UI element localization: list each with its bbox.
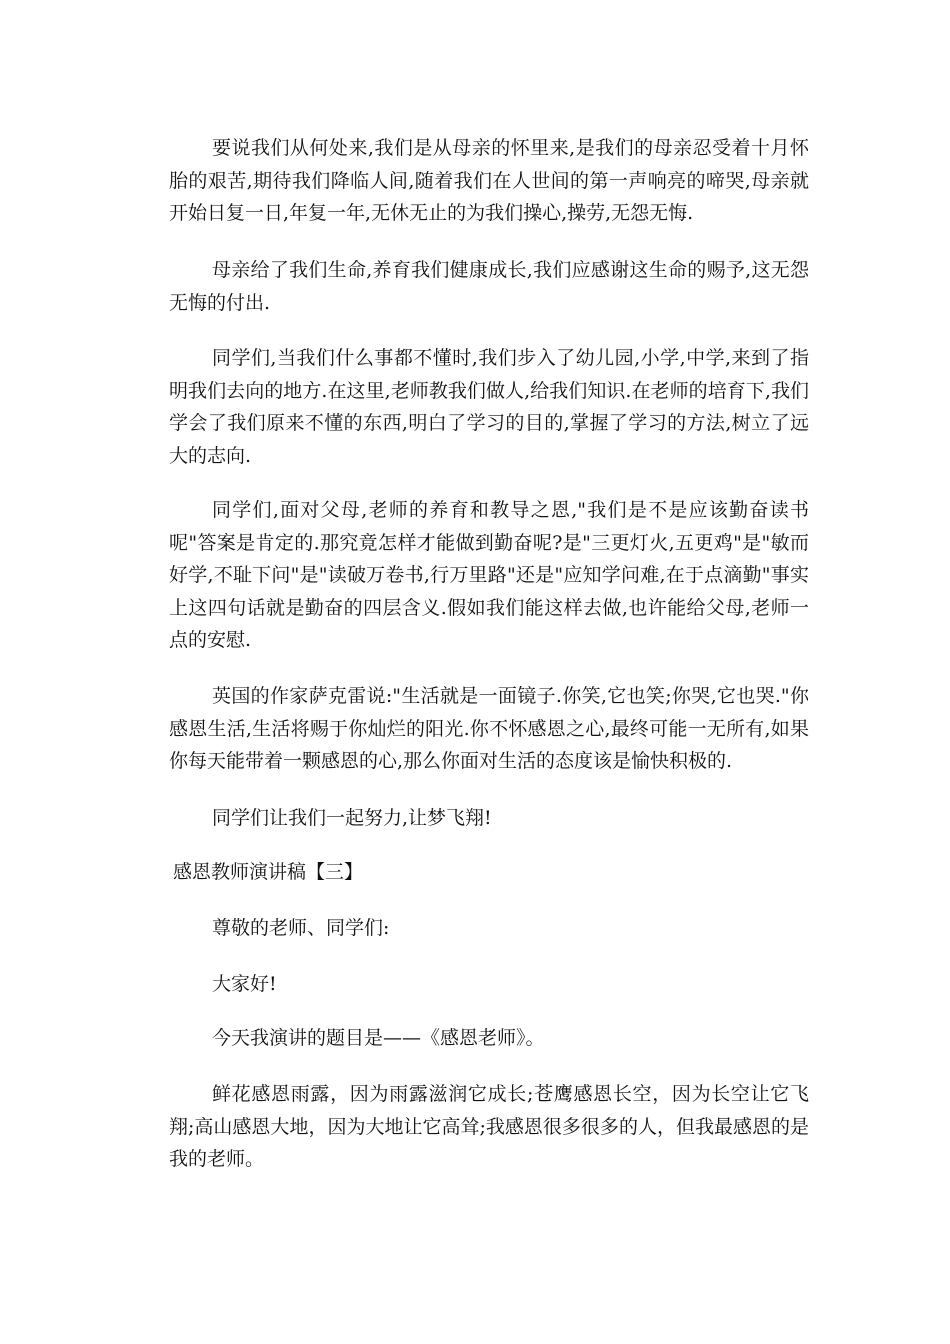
paragraph-mother-gift: 母亲给了我们生命,养育我们健康成长,我们应感谢这生命的赐予,这无怨无悔的付出. bbox=[169, 259, 809, 314]
section-heading: 感恩教师演讲稿【三】 bbox=[173, 861, 364, 883]
paragraph-school: 同学们,当我们什么事都不懂时,我们步入了幼儿园,小学,中学,来到了指明我们去向的地方.在这里,老师教我们做人,给我们知识.在老师的培育下,我们学会了我们原来不懂的东西,明白了学习的目的,掌握了学习的方法,树立了远大的志向. bbox=[169, 347, 809, 467]
paragraph-origin: 要说我们从何处来,我们是从母亲的怀里来,是我们的母亲忍受着十月怀胎的艰苦,期待我们降临人间,随着我们在人世间的第一声响亮的啼哭,母亲就开始日复一日,年复一年,无休无止的为我们操心,操劳,无怨无悔. bbox=[169, 137, 809, 224]
paragraph-greeting-audience: 尊敬的老师、同学们: bbox=[212, 917, 390, 939]
paragraph-speech-title: 今天我演讲的题目是——《感恩老师》。 bbox=[212, 1027, 545, 1049]
paragraph-hello: 大家好! bbox=[212, 973, 277, 995]
paragraph-gratitude-nature: 鲜花感恩雨露，因为雨露滋润它成长;苍鹰感恩长空，因为长空让它飞翔;高山感恩大地，因为大地让它高耸;我感恩很多很多的人，但我最感恩的是我的老师。 bbox=[169, 1083, 809, 1170]
paragraph-thackeray-quote: 英国的作家萨克雷说:"生活就是一面镜子.你笑,它也笑;你哭,它也哭."你感恩生活,生活将赐于你灿烂的阳光.你不怀感恩之心,最终可能一无所有,如果你每天能带着一颗感恩的心,那么你面对生活的态度该是愉快积极的. bbox=[169, 685, 809, 772]
paragraph-closing: 同学们让我们一起努力,让梦飞翔! bbox=[212, 807, 492, 829]
paragraph-diligence: 同学们,面对父母,老师的养育和教导之恩,"我们是不是应该勤奋读书呢"答案是肯定的.那究竟怎样才能做到勤奋呢?是"三更灯火,五更鸡"是"敏而好学,不耻下问"是"读破万卷书,行万里路"还是"应知学问难,在于点滴勤"事实上这四句话就是勤奋的四层含义.假如我们能这样去做,也许能给父母,老师一点的安慰. bbox=[169, 499, 809, 651]
